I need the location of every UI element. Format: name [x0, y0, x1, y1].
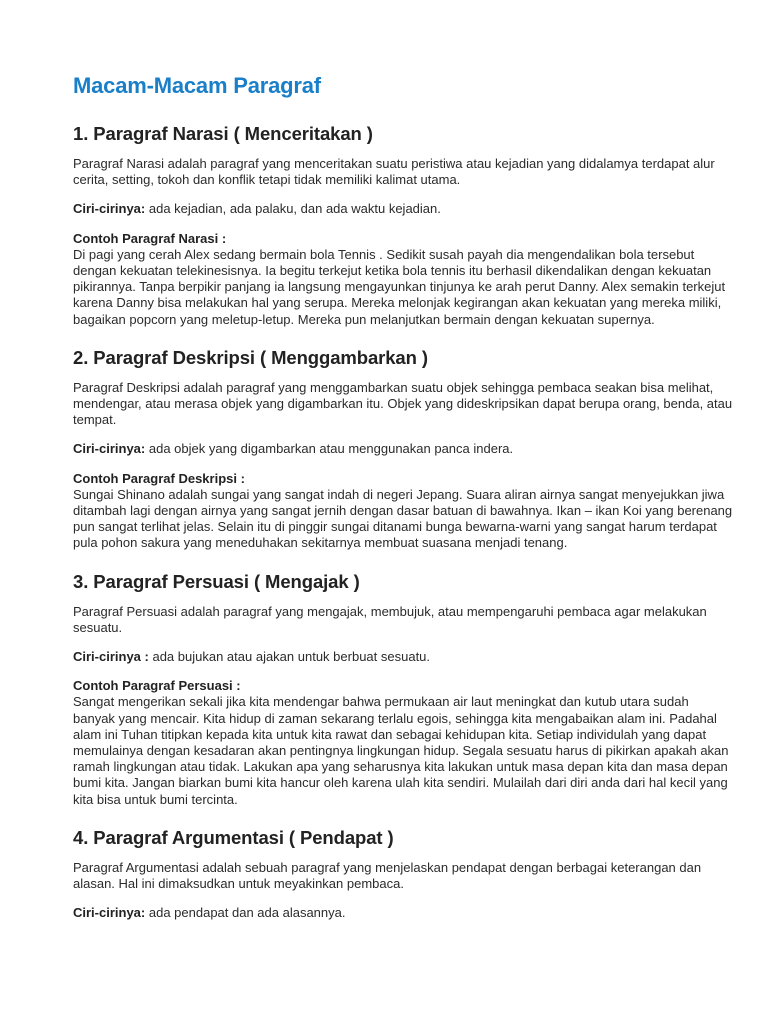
contoh-label: Contoh Paragraf Narasi : [73, 230, 227, 246]
contoh-text: Di pagi yang cerah Alex sedang bermain bola Tennis . Sedikit susah payah dia mengendalikan bola tersebut dengan kekuatan telekinesisnya. Ia begitu terkejut ketika bola tennis itu berhasil dikendalikan dengan kekuatan pikirannya. Tanpa berpikir panjang ia langsung mengayunkan tinjunya ke arah perut Danny. Alex semakin terkejut karena Danny bisa melakukan hal yang serupa. Mereka melonjak kegirangan akan kekuatan yang mereka miliki, bagaikan popcorn yang meletup-letup. Mereka pun melanjutkan bermain dengan kekuatan supernya. [73, 246, 726, 327]
section-contoh [73, 231, 733, 328]
section-heading: 4. Paragraf Argumentasi ( Pendapat ) [73, 826, 394, 848]
section-definition: Paragraf Persuasi adalah paragraf yang mengajak, membujuk, atau mempengaruhi pembaca agar melakukan sesuatu. [73, 603, 707, 635]
section-definition: Paragraf Deskripsi adalah paragraf yang menggambarkan suatu objek sehingga pembaca seakan bisa melihat, mendengar, atau merasa objek yang digambarkan itu. Objek yang dideskripsikan dapat berupa orang, benda, atau tempat. [73, 379, 733, 428]
page-title: Macam-Macam Paragraf [73, 73, 321, 98]
section-contoh [73, 678, 733, 808]
section-persuasi [73, 570, 733, 808]
section-heading: 3. Paragraf Persuasi ( Mengajak ) [73, 570, 360, 592]
section-definition: Paragraf Narasi adalah paragraf yang menceritakan suatu peristiwa atau kejadian yang didalamya terdapat alur cerita, setting, tokoh dan konflik tetapi tidak memiliki kalimat utama. [73, 156, 715, 188]
section-contoh [73, 471, 733, 552]
section-heading: 1. Paragraf Narasi ( Menceritakan ) [73, 123, 373, 144]
section-argumentasi [73, 826, 733, 922]
ciri-label: Ciri-cirinya: [73, 201, 146, 217]
ciri-label: Ciri-cirinya : [73, 649, 149, 665]
ciri-label: Ciri-cirinya: [73, 905, 146, 921]
section-ciri [73, 201, 733, 217]
section-ciri [73, 649, 733, 665]
ciri-text: ada bujukan atau ajakan untuk berbuat sesuatu. [148, 649, 431, 665]
document-page [73, 72, 733, 940]
contoh-text: Sungai Shinano adalah sungai yang sangat indah di negeri Jepang. Suara aliran airnya sangat menyejukkan jiwa ditambah lagi dengan airnya yang sangat jernih dengan dasar batuan di bawahnya. Ikan – ikan Koi yang berenang pun sangat terlihat jelas. Selain itu di pinggir sungai ditanami bunga bewarna-warni yang sangat harum terdapat pula pohon sakura yang meneduhakan sekitarnya membuat suasana menjadi tenang. [73, 486, 733, 551]
section-ciri [73, 905, 733, 921]
ciri-text: ada kejadian, ada palaku, dan ada waktu kejadian. [145, 201, 441, 217]
ciri-label: Ciri-cirinya: [73, 441, 146, 457]
contoh-text: Sangat mengerikan sekali jika kita mendengar bahwa permukaan air laut meningkat dan kutub utara sudah banyak yang mencair. Kita hidup di zaman sekarang terlalu egois, sehingga kita mengabaikan alam ini. Padahal alam ini Tuhan titipkan kepada kita untuk kita rawat dan sebagai kehidupan kita. Setiap individulah yang dapat memulainya dengan kesadaran akan pentingnya lingkungan hidup. Segala sesuatu harus di pikirkan apakah akan ramah lingkungan atau tidak. Lakukan apa yang seharusnya kita lakukan untuk masa depan kita dan masa depan bumi kita. Jangan biarkan bumi kita hancur oleh karena ulah kita sendiri. Mulailah dari diri anda dari hal kecil yang kita bisa untuk bumi tercinta. [73, 694, 729, 807]
section-deskripsi [73, 346, 733, 552]
section-heading: 2. Paragraf Deskripsi ( Menggambarkan ) [73, 346, 428, 368]
section-definition: Paragraf Argumentasi adalah sebuah paragraf yang menjelaskan pendapat dengan berbagai keterangan dan alasan. Hal ini dimaksudkan untuk meyakinkan pembaca. [73, 859, 702, 892]
section-ciri [73, 441, 733, 457]
ciri-text: ada pendapat dan ada alasannya. [145, 905, 346, 921]
ciri-text: ada objek yang digambarkan atau menggunakan panca indera. [145, 441, 514, 457]
contoh-label: Contoh Paragraf Deskripsi : [73, 470, 245, 486]
contoh-label: Contoh Paragraf Persuasi : [73, 678, 241, 694]
section-narasi [73, 122, 733, 328]
